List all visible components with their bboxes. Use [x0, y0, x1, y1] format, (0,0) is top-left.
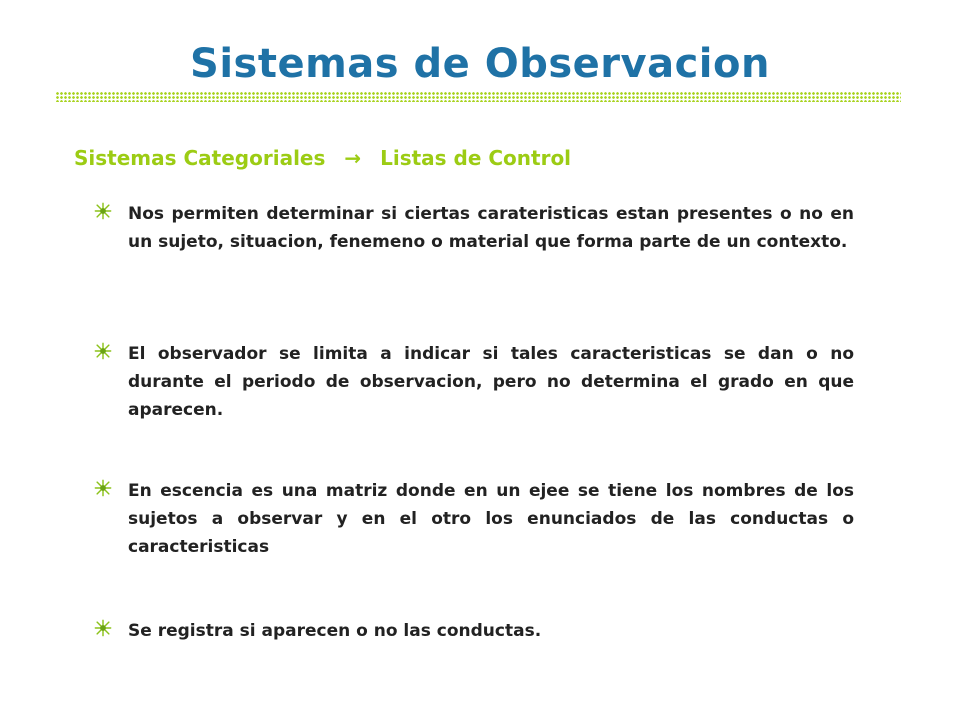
green-star-bullet-icon: [94, 342, 112, 360]
subtitle-left: Sistemas Categoriales: [74, 146, 326, 170]
green-star-bullet-icon: [94, 479, 112, 497]
subtitle-right: Listas de Control: [380, 146, 572, 170]
bullet-text: Se registra si aparecen o no las conductas.: [128, 621, 542, 641]
arrow-right-icon: →: [344, 146, 362, 170]
bullet-text: En escencia es una matriz donde en un ejee se tiene los nombres de los sujetos a observar y en el otro los enunciados de las conductas o caracteristicas: [128, 481, 854, 557]
green-star-bullet-icon: [94, 202, 112, 220]
bullet-text: El observador se limita a indicar si tales caracteristicas se dan o no durante el periodo de observacion, pero no determina el grado en que aparecen.: [128, 344, 854, 420]
dotted-divider: [56, 92, 901, 102]
green-star-bullet-icon: [94, 619, 112, 637]
section-subtitle: [74, 144, 571, 172]
bullet-text: Nos permiten determinar si ciertas carateristicas estan presentes o no en un sujeto, situacion, fenemeno o material que forma parte de un contexto.: [128, 204, 854, 252]
slide-title: Sistemas de Observacion: [190, 41, 770, 87]
